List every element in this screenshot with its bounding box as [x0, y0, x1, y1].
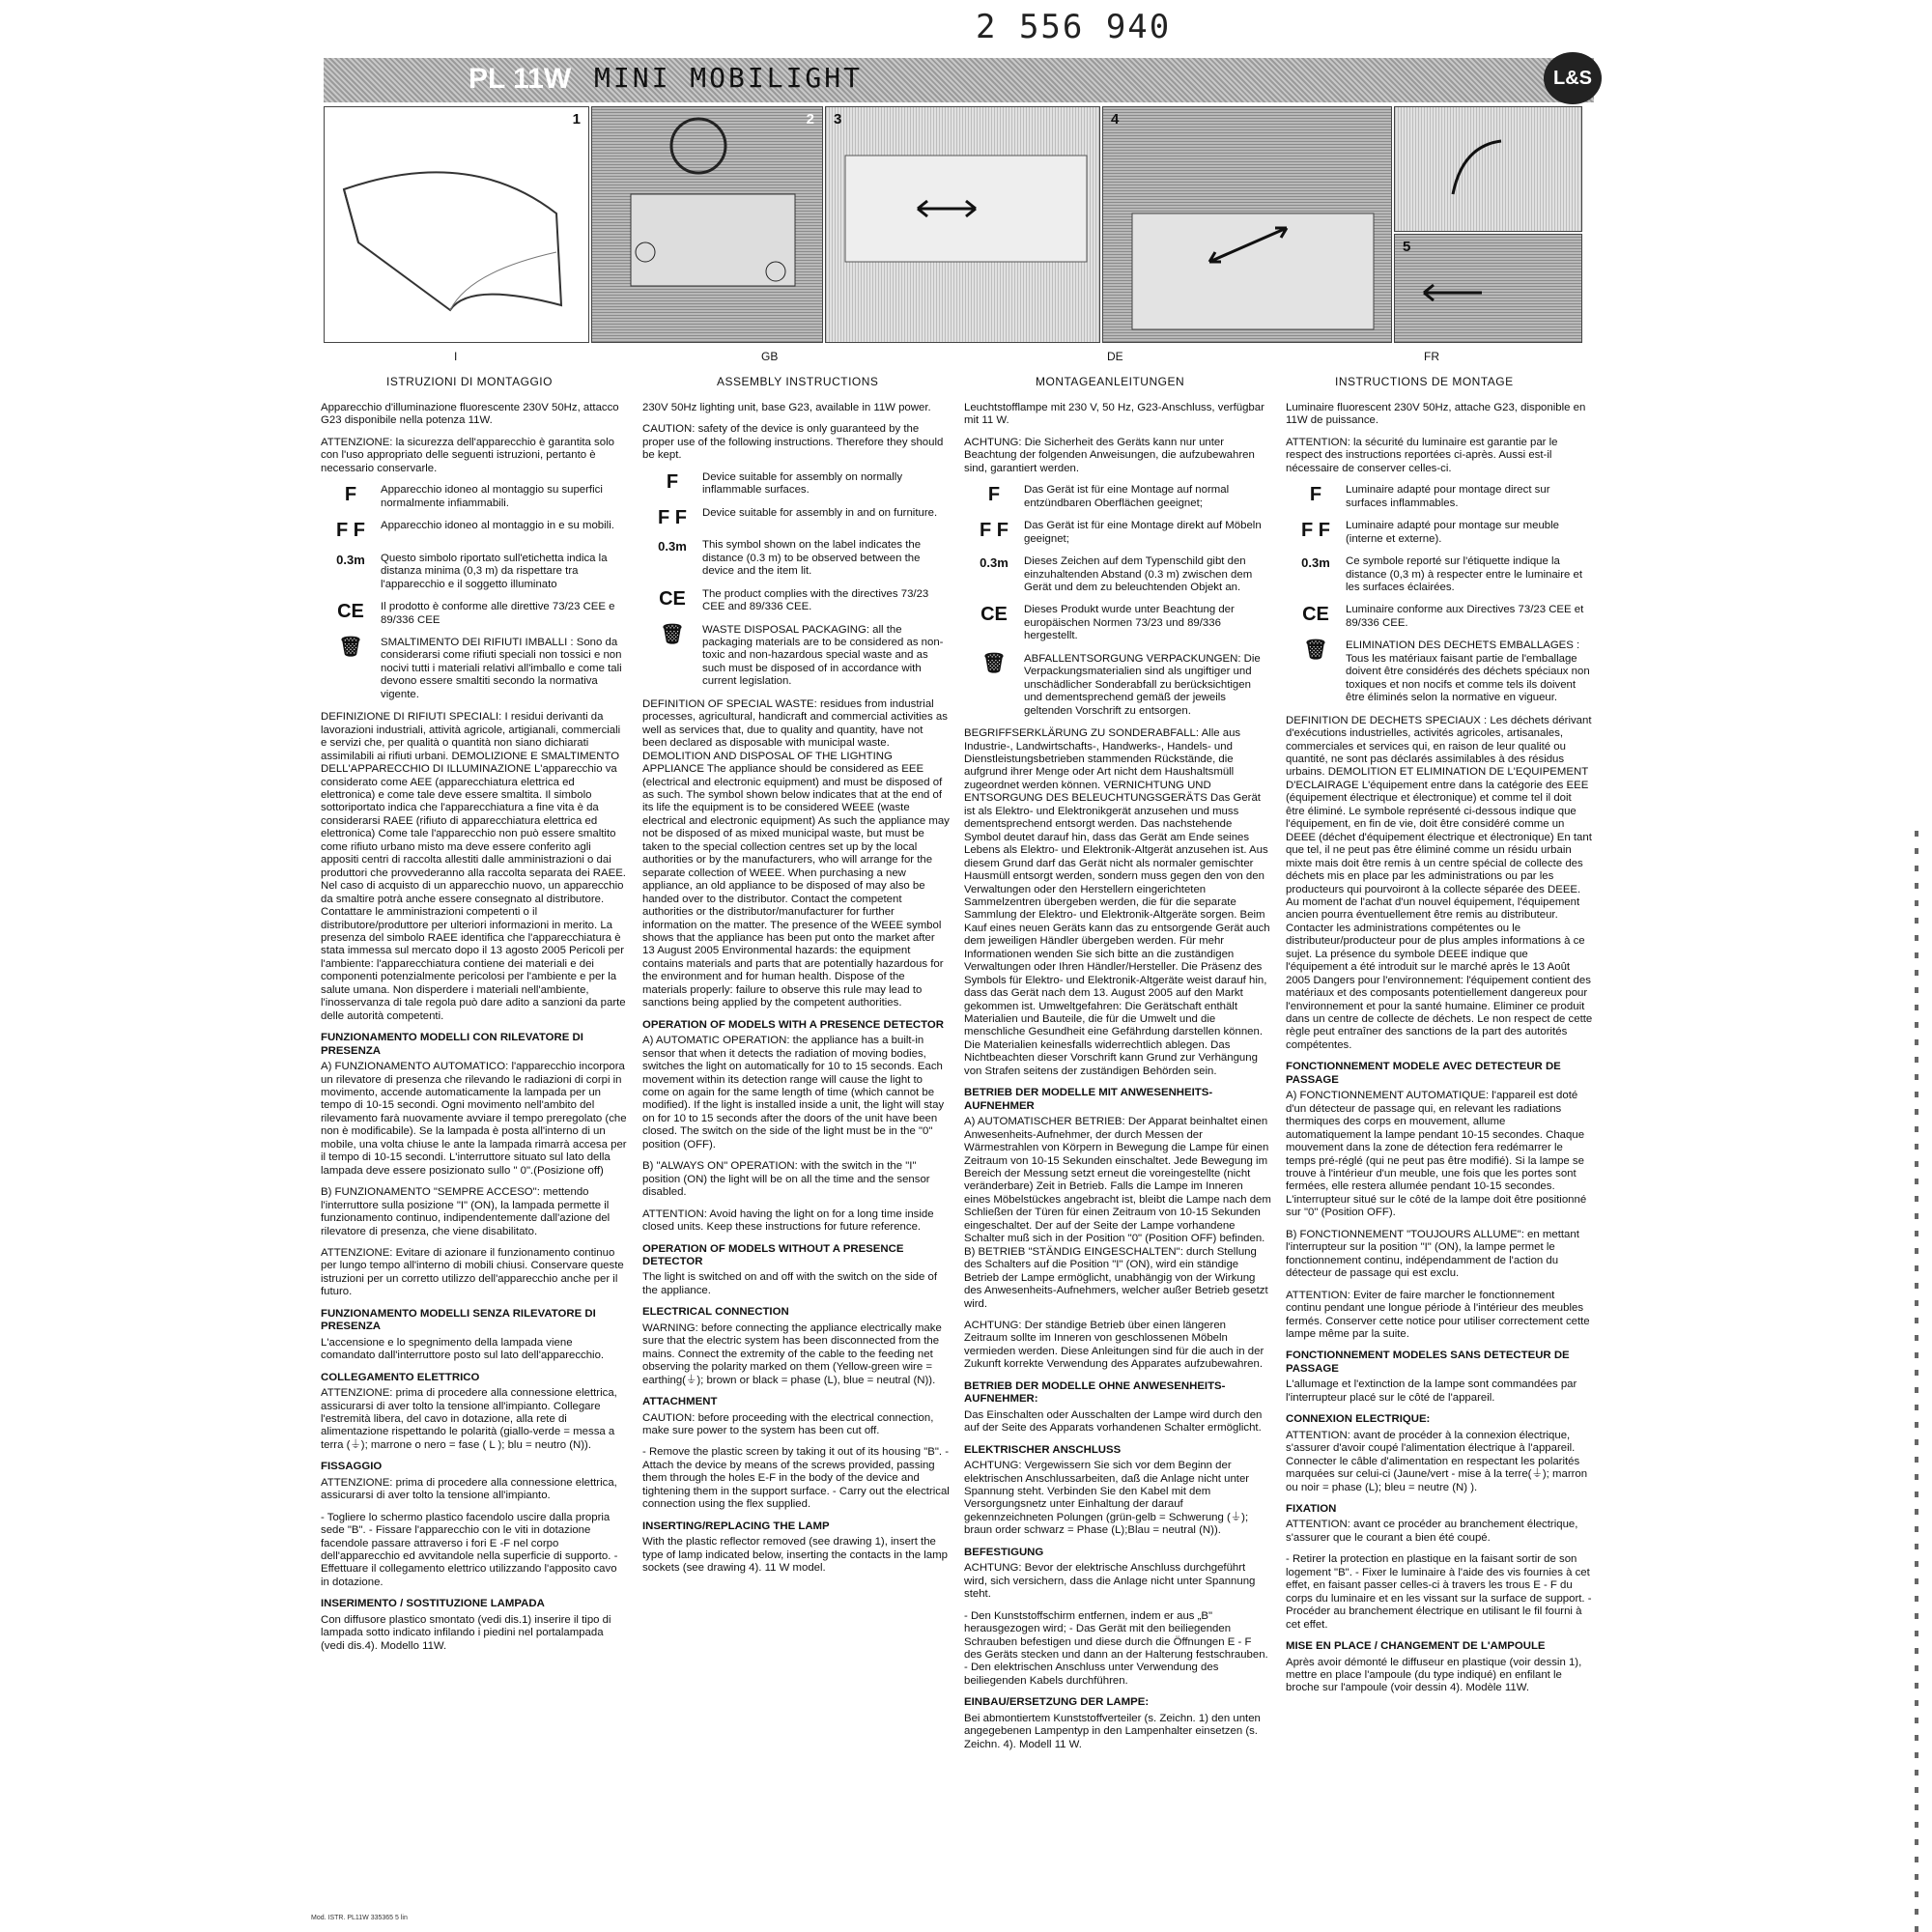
section-heading: INSERIMENTO / SOSTITUZIONE LAMPADA — [321, 1598, 545, 1610]
section-heading: CONNEXION ELECTRIQUE: — [1286, 1413, 1431, 1426]
symbol-text: SMALTIMENTO DEI RIFIUTI IMBALLI : Sono da considerarsi come rifiuti speciali non tossici e non nocivi tutti i materiali relativi all'imballo e come tali devono essere smaltiti secondo la normativa vigente. — [381, 637, 622, 700]
paragraph: ATTENZIONE: prima di procedere alla connessione elettrica, assicurarsi di aver tolto la tensione all'impianto. Collegare l'estremità libera, del cavo in dotazione, alla rete di alimentazione rispettando le polarità (giallo-verde = messa a terra (⏚); marrone o nero = fase ( L ); blu = neutro (N)). — [321, 1387, 617, 1451]
crossed-bin-icon: 🗑 — [338, 637, 363, 659]
symbol-text: Device suitable for assembly on normally inflammable surfaces. — [702, 470, 903, 497]
flammable-surface-icon: F — [666, 470, 679, 493]
paragraph: ATTENTION: Avoid having the light on for a long time inside closed units. Keep these instructions for future reference. — [642, 1208, 934, 1234]
figure-number: 3 — [834, 111, 842, 128]
scan-edge-mark — [1915, 821, 1918, 1932]
symbol-text: ELIMINATION DES DECHETS EMBALLAGES : Tous les matériaux faisant partie de l'emballage doivent être considérés des déchets spéciaux non toxiques et non nocifs et comme tels ils doivent être éliminés selon la normative en vigueur. — [1346, 639, 1590, 704]
disposal-text: BEGRIFFSERKLÄRUNG ZU SONDERABFALL: Alle aus Industrie-, Landwirtschafts-, Handwerks-, Handels- und Dienstleistungsbetrieben stammenden Rückstände, die aufgrund ihrer Menge oder Art nicht dem Haushaltsmüll zugeordnet werden können. VERNICHTUNG UND ENTSORGUNG DES BELEUCHTUNGSGERÄTS Das Gerät ist als Elektro- und Elektronikgerät anzusehen und muss dementsprechend entsorgt werden. Das nachstehende Symbol deutet darauf hin, dass das Gerät am Ende seines Lebens als Elektro- und Elektronik-Altgerät anzusehen ist. Aus diesem Grund darf das Gerät nicht als normaler gemischter Hausmüll entsorgt werden, sondern muss gegen den von den Verwaltungen oder den Herstellern eingerichteten Sammelzentren übergeben werden, die für die separate Sammlung der Elektro- und Elektronik-Altgeräte sorgen. Beim Kauf eines neuen Geräts kann das zu entsorgende Gerät auch dem jeweiligen Händler übergeben werden. Für mehr Informationen wenden Sie sich bitte an die zuständigen Verwaltungen oder Ihren Händler/Hersteller. Die Präsenz des Symbols für Elektro- und Elektronik-Altgeräte weist darauf hin, dass das Gerät nach dem 13. August 2005 auf den Markt gekommen ist. Umweltgefahren: Die Gerätschaft enthält Materialien und Bauteile, die für die Umwelt und die menschliche Gesundheit eine Gefährdung darstellen können. Die Materialien keinesfalls widerrechtlich ablegen. Das Nichtbeachten dieser Vorschrift kann Grund zur Verhängung von Strafen seitens der zuständigen Behörden sein. — [964, 727, 1270, 1077]
paragraph: ATTENTION: Eviter de faire marcher le fonctionnement continu pendant une longue période à l'intérieur des meubles fermés. Conserver cette notice pour utiliser correctement cette lampe même par la suite. — [1286, 1289, 1590, 1340]
paragraph: ACHTUNG: Bevor der elektrische Anschluss durchgeführt wird, sich versichern, dass die Anlage nicht unter Spannung steht. — [964, 1562, 1256, 1601]
disposal-text: DEFINITION DE DECHETS SPECIAUX : Les déchets dérivant d'exécutions industrielles, activités agricoles, artisanales, commerciales et services qui, en raison de leur qualité ou quantité, ne sont pas déclarés assimilables à des résidus urbains. DEMOLITION ET ELIMINATION DE L'EQUIPEMENT D'ECLAIRAGE L'équipement entre dans la catégorie des EEE (équipement électrique et électronique) et comme tel il doit être éliminé. Le symbole représenté ci-dessous indique que l'équipement, en fin de vie, doit être considéré comme un DEEE (déchet d'équipement électrique et électronique) En tant que tel, il ne peut pas être éliminé comme un résidu urbain mixte mais doit être remis à un centre spécial de collecte des déchets mis en place par les administrations ou par les producteurs qui pourvoiront à la collecte séparée des DEEE. Au moment de l'achat d'un nouvel équipement, l'équipement ancien pourra éventuellement être remis au distributeur. Contacter les administrations compétentes ou le distributeur/producteur pour de plus amples informations à ce sujet. La présence du symbole DEEE indique que l'équipement a été introduit sur le marché après le 13 Août 2005 Dangers pour l'environnement: l'équipement contient des matériaux et des composants potentiellement dangereux pour l'environnement et pour la santé humaine. Eliminer ce produit dans un centre de collecte de déchets. Le non respect de cette règle peut entraîner des sanctions de la part des autorités compétentes. — [1286, 714, 1593, 1051]
paragraph: B) FUNZIONAMENTO "SEMPRE ACCESO": mettendo l'interruttore sulla posizione "I" (ON), la lampada permette il funzionamento continuo, indipendentemente dall'azione del rilevatore di presenza, che viene disabilitato. — [321, 1186, 611, 1237]
section-heading: FISSAGGIO — [321, 1461, 383, 1473]
lang-label-it: I — [454, 350, 458, 363]
distance-icon: 0.3m — [980, 555, 1009, 571]
paragraph: Après avoir démonté le diffuseur en plastique (voir dessin 1), mettre en place l'ampoule (du type indiqué) en enfilant le broche sur l'ampoule (voir dessin 4). Modèle 11W. — [1286, 1656, 1582, 1694]
column-gb — [642, 402, 950, 1583]
warning: CAUTION: safety of the device is only guaranteed by the proper use of the following instructions. Therefore they should be kept. — [642, 423, 944, 462]
figure-2 — [591, 106, 823, 343]
paragraph: A) FONCTIONNEMENT AUTOMATIQUE: l'appareil est doté d'un détecteur de passage qui, en relevant les radiations thermiques des corps en mouvement, allume automatiquement la lampe pendant 10-15 secondes. Chaque mouvement dans la zone de détection fera redémarrer le temps pré-réglé (qui ne peut pas être modifié). Si la lampe se trouve à l'intérieur d'un meuble, une fois que les portes sont fermées, elle restera allumée pendant 10-15 secondes. L'interrupteur situé sur le côté de la lampe doit être positionné sur "0" (Position OFF). — [1286, 1090, 1587, 1219]
paragraph: ACHTUNG: Vergewissern Sie sich vor dem Beginn der elektrischen Anschlussarbeiten, daß die Anlage nicht unter Spannung steht. Verbinden Sie den Kabel mit dem Versorgungsnetz unter Einhaltung der darauf gekennzeichneten Polungen (grün-gelb = Schwerung (⏚); braun order schwarz = Phase (L);Blau = neutral (N)). — [964, 1460, 1250, 1537]
crossed-bin-icon: 🗑 — [981, 652, 1007, 674]
ce-mark-icon: CE — [1302, 604, 1329, 626]
product-title: PL 11W — [469, 63, 572, 95]
flammable-surface-icon: F — [344, 484, 357, 506]
paragraph: ATTENZIONE: Evitare di azionare il funzionamento continuo per lungo tempo all'interno di mobili chiusi. Conservare queste istruzioni per un corretto utilizzo dell'apparecchio anche per il futuro. — [321, 1246, 624, 1298]
section-heading: FONCTIONNEMENT MODELE AVEC DETECTEUR DE PASSAGE — [1286, 1061, 1561, 1086]
paragraph: - Retirer la protection en plastique en la faisant sortir de son logement "B". - Fixer le luminaire à l'aide des vis fournies à cet effet, en faisant passer celles-ci à travers les trous E - F du corps du luminaire et en les vissant sur la surface de support. - Procéder au branchement électrique en utilisant le fil fourni à cet effet. — [1286, 1553, 1592, 1631]
symbol-text: ABFALLENTSORGUNG VERPACKUNGEN: Die Verpackungsmaterialien sind als ungiftiger und unschädlicher Sonderabfall zu berücksichtigen und dementsprechend gemäß der jeweils geltenden Vorschrift zu entsorgen. — [1024, 652, 1261, 717]
figure-1 — [324, 106, 589, 343]
heading-de: MONTAGEANLEITUNGEN — [1036, 375, 1185, 388]
symbol-text: WASTE DISPOSAL PACKAGING: all the packaging materials are to be considered as non-toxic and non-hazardous special waste and as such must be disposed of in accordance with current legislation. — [702, 623, 944, 688]
section-heading: BEFESTIGUNG — [964, 1546, 1044, 1558]
lang-label-de: DE — [1107, 350, 1123, 363]
distance-icon: 0.3m — [1301, 555, 1330, 571]
furniture-mount-icon: F F — [658, 506, 687, 528]
section-heading: EINBAU/ERSETZUNG DER LAMPE: — [964, 1696, 1150, 1709]
section-heading: COLLEGAMENTO ELETTRICO — [321, 1371, 480, 1383]
symbol-text: Luminaire conforme aux Directives 73/23 CEE et 89/336 CEE. — [1346, 604, 1584, 629]
column-fr — [1286, 402, 1593, 1704]
ce-mark-icon: CE — [980, 604, 1008, 626]
symbol-text: Ce symbole reporté sur l'étiquette indique la distance (0,3 m) à respecter entre le luminaire et les surfaces éclairées. — [1346, 555, 1583, 593]
paragraph: B) "ALWAYS ON" OPERATION: with the switch in the "I" position (ON) the light will be on all the time and the sensor disabled. — [642, 1160, 930, 1199]
symbol-text: Il prodotto è conforme alle direttive 73/23 CEE e 89/336 CEE — [381, 601, 615, 626]
figure-number: 2 — [806, 111, 814, 128]
paragraph: WARNING: before connecting the appliance electrically make sure that the electric system has been disconnected from the mains. Connect the extremity of the cable to the feeding net observing the polarity marked on them (Yellow-green wire = earthing(⏚); brown or black = phase (L), blue = neutral (N)). — [642, 1321, 942, 1386]
section-heading: ELECTRICAL CONNECTION — [642, 1306, 789, 1319]
paragraph: A) AUTOMATIC OPERATION: the appliance has a built-in sensor that when it detects the radiation of moving bodies, switches the light on automatically for 10 to 15 seconds. Each movement within its detection range will cause the light to come on again for the same length of time (which cannot be modified). If the light is installed inside a unit, the light will stay on for 10 to 15 seconds after the doors of the unit have been closed. The switch on the side of the light must be in the "0" position (OFF). — [642, 1035, 945, 1151]
section-heading: BETRIEB DER MODELLE MIT ANWESENHEITS-AUFNEHMER — [964, 1087, 1213, 1112]
symbol-text: Questo simbolo riportato sull'etichetta indica la distanza minima (0,3 m) da rispettare tra l'apparecchio e il soggetto illuminato — [381, 552, 608, 590]
figure-4 — [1102, 106, 1392, 343]
section-heading: FONCTIONNEMENT MODELES SANS DETECTEUR DE PASSAGE — [1286, 1350, 1570, 1375]
section-heading: BETRIEB DER MODELLE OHNE ANWESENHEITS-AUFNEHMER: — [964, 1379, 1226, 1406]
paragraph: - Remove the plastic screen by taking it out of its housing "B". - Attach the device by means of the screws provided, passing them through the holes E-F in the body of the device and tightening them in the support surface. - Carry out the electrical connection using the flex supplied. — [642, 1446, 950, 1511]
figure-number: 1 — [572, 111, 581, 128]
symbol-text: Luminaire adapté pour montage direct sur surfaces inflammables. — [1346, 484, 1550, 509]
furniture-mount-icon: F F — [1301, 520, 1330, 542]
symbol-text: Apparecchio idoneo al montaggio su superfici normalmente infiammabili. — [381, 484, 603, 509]
heading-fr: INSTRUCTIONS DE MONTAGE — [1335, 375, 1514, 388]
distance-icon: 0.3m — [336, 552, 365, 567]
paragraph: L'allumage et l'extinction de la lampe sont commandées par l'interrupteur placé sur le côté de l'appareil. — [1286, 1378, 1577, 1404]
flammable-surface-icon: F — [1309, 484, 1322, 506]
disposal-text: DEFINIZIONE DI RIFIUTI SPECIALI: I residui derivanti da lavorazioni industriali, attività agricole, artigianali, commerciali e servizi che, per qualità o quantità non siano dichiarati assimilabili ai rifiuti urbani. DEMOLIZIONE E SMALTIMENTO DELL'APPARECCHIO DI ILLUMINAZIONE L'apparecchio va considerato come AEE (apparecchiatura elettrica ed elettronica) e come tale deve essere smaltita. Il simbolo sottoriportato indica che l'apparecchiatura a fine vita è da considerarsi RAEE (rifiuto di apparecchiatura elettrica ed elettronica) Come tale l'apparecchio non può essere smaltito come rifiuto urbano misto ma deve essere conferito agli appositi centri di raccolta allestiti dalle amministrazioni o dai produttori che provvederanno alla raccolta separata dei RAEE. Nel caso di acquisto di un apparecchio nuovo, un apparecchio da smaltire potrà anche essere consegnato al distributore. Contattare le amministrazioni competenti o il distributore/produttore per ulteriori informazioni in merito. La presenza del simbolo RAEE identifica che l'apparecchiatura è stata immessa sul mercato dopo il 13 agosto 2005 Pericoli per l'ambiente: l'apparecchiatura contiene dei materiali e dei componenti potenzialmente pericolosi per l'ambiente e per la salute umana. Non disperdere i materiali nell'ambiente, l'inosservanza di tale regola può dare adito a sanzioni da parte delle autorità competenti. — [321, 711, 626, 1022]
figure-3 — [825, 106, 1100, 343]
section-heading: ELEKTRISCHER ANSCHLUSS — [964, 1443, 1122, 1456]
title-banner — [324, 58, 1594, 102]
ce-mark-icon: CE — [659, 587, 686, 610]
paragraph: ACHTUNG: Der ständige Betrieb über einen längeren Zeitraum sollte im Inneren von geschlossenen Möbeln vermieden werden. Diese Anleitungen sind für die auch in der Zukunft korrekte Verwendung des Apparates aufzubewahren. — [964, 1320, 1264, 1371]
symbol-text: Das Gerät ist für eine Montage auf normal entzündbaren Oberflächen geeignet; — [1024, 484, 1230, 509]
furniture-mount-icon: F F — [980, 520, 1009, 542]
figure-5b — [1394, 234, 1582, 343]
paragraph: Das Einschalten oder Ausschalten der Lampe wird durch den auf der Seite des Apparats vorhandenen Schalter ermöglicht. — [964, 1408, 1263, 1435]
section-heading: FUNZIONAMENTO MODELLI CON RILEVATORE DI PRESENZA — [321, 1032, 583, 1057]
section-heading: FUNZIONAMENTO MODELLI SENZA RILEVATORE DI PRESENZA — [321, 1307, 596, 1333]
paragraph: A) AUTOMATISCHER BETRIEB: Der Apparat beinhaltet einen Anwesenheits-Aufnehmer, der durch Messen der Wärmestrahlen von Körpern in Bewegung die Lampe für einen Zeitraum von 10-15 Sekunden einschaltet. Jede Bewegung im Bereich der Messung setzt erneut die voreingestellte (nicht veränderbare) Zeit in Betrieb. Falls die Lampe im Inneren eines Möbelstückes angebracht ist, bleibt die Lampe nach dem Schließen der Türen für einen Zeitraum von 10-15 Sekunden eingeschaltet. Der auf der Seite der Lampe vorhandene Schalter muß sich in der Position "0" (Position OFF) befinden. B) BETRIEB "STÄNDIG EINGESCHALTEN": durch Stellung des Schalters auf die Position "I" (ON), wird ein ständige Betrieb der Lampe ermöglicht, unabhängig von der Wirkung des Anwesenheits-Aufnehmers, welcher außer Betrieb gesetzt wird. — [964, 1116, 1271, 1310]
disposal-text: DEFINITION OF SPECIAL WASTE: residues from industrial processes, agricultural, handicraft and commercial activities as well as services that, due to quality and quantity, have not been declared as disposable with municipal waste. DEMOLITION AND DISPOSAL OF THE LIGHTING APPLIANCE The appliance should be considered as EEE (electrical and electronic equipment) and must be disposed of as such. The symbol shown below indicates that at the end of its life the equipment is to be considered WEEE (waste electrical and electronic equipment) As such the appliance may not be disposed of as mixed municipal waste, but must be taken to the special collection centres set up by the local authorities or by the manufacturers, who will arrange for the separate collection of WEEE. When purchasing a new appliance, an old appliance to be disposed of may also be handed over to the distributor. Contact the competent authorities or the distributor/manufacturer for further information on the matter. The presence of the WEEE symbol shows that the appliance has been put onto the market after 13 August 2005 Environmental hazards: the equipment contains materials and parts that are potentially hazardous for the environment and for human health. Dispose of the materials properly: failure to observe this rule may lead to sanctions being applied by the competent authorities. — [642, 697, 950, 1009]
heading-gb: ASSEMBLY INSTRUCTIONS — [717, 375, 879, 388]
symbol-text: Device suitable for assembly in and on furniture. — [702, 506, 938, 519]
lang-label-gb: GB — [761, 350, 779, 363]
symbol-text: Das Gerät ist für eine Montage direkt auf Möbeln geeignet; — [1024, 520, 1262, 545]
symbol-text: Dieses Produkt wurde unter Beachtung der europäischen Normen 73/23 und 89/336 hergestellt. — [1024, 604, 1235, 642]
crossed-bin-icon: 🗑 — [1303, 639, 1328, 662]
paragraph: CAUTION: before proceeding with the electrical connection, make sure power to the system has been cut off. — [642, 1411, 934, 1436]
section-heading: INSERTING/REPLACING THE LAMP — [642, 1520, 830, 1532]
paragraph: - Den Kunststoffschirm entfernen, indem er aus „B" herausgezogen wird; - Das Gerät mit den beiliegenden Schrauben befestigen und diese durch die Öffnungen E - F des Geräts stecken und dann an der Halterung festschrauben. - Den elektrischen Anschluss unter Verwendung des beiliegenden Kabels durchführen. — [964, 1609, 1268, 1687]
paragraph: ATTENTION: avant ce procéder au branchement électrique, s'assurer que le courant a bien été coupé. — [1286, 1519, 1578, 1544]
intro: Luminaire fluorescent 230V 50Hz, attache G23, disponible en 11W de puissance. — [1286, 402, 1586, 427]
intro: Leuchtstofflampe mit 230 V, 50 Hz, G23-Anschluss, verfügbar mit 11 W. — [964, 402, 1264, 427]
paragraph: ATTENZIONE: prima di procedere alla connessione elettrica, assicurarsi di aver tolto la tensione all'impianto. — [321, 1476, 617, 1502]
section-heading: MISE EN PLACE / CHANGEMENT DE L'AMPOULE — [1286, 1640, 1546, 1653]
warning: ATTENTION: la sécurité du luminaire est garantie par le respect des instructions reportées ci-après. Aussi est-il nécessaire de conserver celles-ci. — [1286, 436, 1558, 474]
paragraph: L'accensione e lo spegnimento della lampada viene comandato dall'interruttore posto sul lato dell'apparecchio. — [321, 1336, 605, 1362]
column-it — [321, 402, 628, 1662]
heading-it: ISTRUZIONI DI MONTAGGIO — [386, 375, 553, 388]
paragraph: - Togliere lo schermo plastico facendolo uscire dalla propria sede "B". - Fissare l'apparecchio con le viti in dotazione facendole passare attraverso i fori E -F nel corpo dell'apparecchio ed avvitandole nella superficie di supporto. - Effettuare il collegamento elettrico utilizzando l'apposito cavo in dotazione. — [321, 1511, 618, 1588]
flammable-surface-icon: F — [987, 484, 1001, 506]
symbol-text: This symbol shown on the label indicates the distance (0.3 m) to be observed between the device and the item lit. — [702, 539, 922, 578]
section-heading: OPERATION OF MODELS WITH A PRESENCE DETECTOR — [642, 1018, 944, 1031]
handwritten-note-1: 2 556 940 — [976, 8, 1172, 46]
intro: 230V 50Hz lighting unit, base G23, available in 11W power. — [642, 402, 931, 413]
furniture-mount-icon: F F — [336, 520, 365, 542]
paragraph: Con diffusore plastico smontato (vedi dis.1) inserire il tipo di lampada sotto indicato infilando i piedini nel portalampada (vedi dis.4). Modello 11W. — [321, 1613, 611, 1652]
symbol-text: The product complies with the directives 73/23 CEE and 89/336 CEE. — [702, 587, 929, 613]
paragraph: Bei abmontiertem Kunststoffverteiler (s. Zeichn. 1) den unten angegebenen Lampentyp in den Lampenhalter einsetzen (s. Zeichn. 4). Modell 11 W. — [964, 1712, 1261, 1750]
paragraph: ATTENTION: avant de procéder à la connexion électrique, s'assurer d'avoir coupé l'alimentation électrique à l'appareil. Connecter le câble d'alimentation en respectant les polarités marquées sur celui-ci (Jaune/vert - mise à la terre(⏚); marron ou noir = phase (L); bleu = neutre (N) ). — [1286, 1429, 1588, 1493]
ce-mark-icon: CE — [337, 601, 364, 623]
handwritten-product-name: MINI MOBILIGHT — [594, 62, 864, 94]
intro: Apparecchio d'illuminazione fluorescente 230V 50Hz, attacco G23 disponibile nella potenza 11W. — [321, 402, 619, 427]
section-heading: OPERATION OF MODELS WITHOUT A PRESENCE DETECTOR — [642, 1242, 904, 1267]
warning: ACHTUNG: Die Sicherheit des Geräts kann nur unter Beachtung der folgenden Anweisungen, die aufzubewahren sind, garantiert werden. — [964, 436, 1255, 474]
symbol-text: Apparecchio idoneo al montaggio in e su mobili. — [381, 520, 614, 532]
distance-icon: 0.3m — [658, 539, 687, 554]
lang-label-fr: FR — [1424, 350, 1439, 363]
warning: ATTENZIONE: la sicurezza dell'apparecchio è garantita solo con l'uso appropriato delle seguenti istruzioni, pertanto è necessario conservarle. — [321, 436, 614, 474]
brand-logo: L&S — [1544, 52, 1602, 104]
column-de — [964, 402, 1271, 1760]
figure-number: 5 — [1403, 239, 1411, 255]
section-heading: ATTACHMENT — [642, 1396, 718, 1408]
paragraph: The light is switched on and off with the switch on the side of the appliance. — [642, 1271, 937, 1296]
footer-code: Mod. ISTR. PL11W 335365 5 lin — [311, 1915, 408, 1921]
paragraph: A) FUNZIONAMENTO AUTOMATICO: l'apparecchio incorpora un rilevatore di presenza che rilevando le radiazioni di corpi in movimento, accende automaticamente la lampada per un tempo di 10-15 secondi. Ogni movimento nell'ambito del rilevamento farà nuovamente avviare il tempo preregolato (che non è modificabile). Se la lampada è posta all'interno di un mobile, una volta chiuse le ante la lampada rimarrà accesa per il tempo di 10-15 secondi. L'interruttore situato sul lato della lampada deve essere posizionato sullo " 0".(Posizione off) — [321, 1061, 627, 1177]
symbol-text: Dieses Zeichen auf dem Typenschild gibt den einzuhaltenden Abstand (0.3 m) zwischen dem Gerät und dem zu beleuchtenden Objekt an. — [1024, 555, 1253, 593]
paragraph: With the plastic reflector removed (see drawing 1), insert the type of lamp indicated below, inserting the contacts in the lamp sockets (see drawing 4). 11 W model. — [642, 1536, 948, 1575]
figure-number: 4 — [1111, 111, 1120, 128]
figure-5a — [1394, 106, 1582, 232]
lamp-drawing — [325, 107, 589, 343]
paragraph: B) FONCTIONNEMENT "TOUJOURS ALLUME": en mettant l'interrupteur sur la position "I" (ON), la lampe permet le fonctionnement continu, indépendamment de l'action du détecteur de passage qui est exclu. — [1286, 1228, 1579, 1280]
crossed-bin-icon: 🗑 — [660, 623, 685, 645]
section-heading: FIXATION — [1286, 1502, 1337, 1515]
symbol-text: Luminaire adapté pour montage sur meuble (interne et externe). — [1346, 520, 1559, 545]
